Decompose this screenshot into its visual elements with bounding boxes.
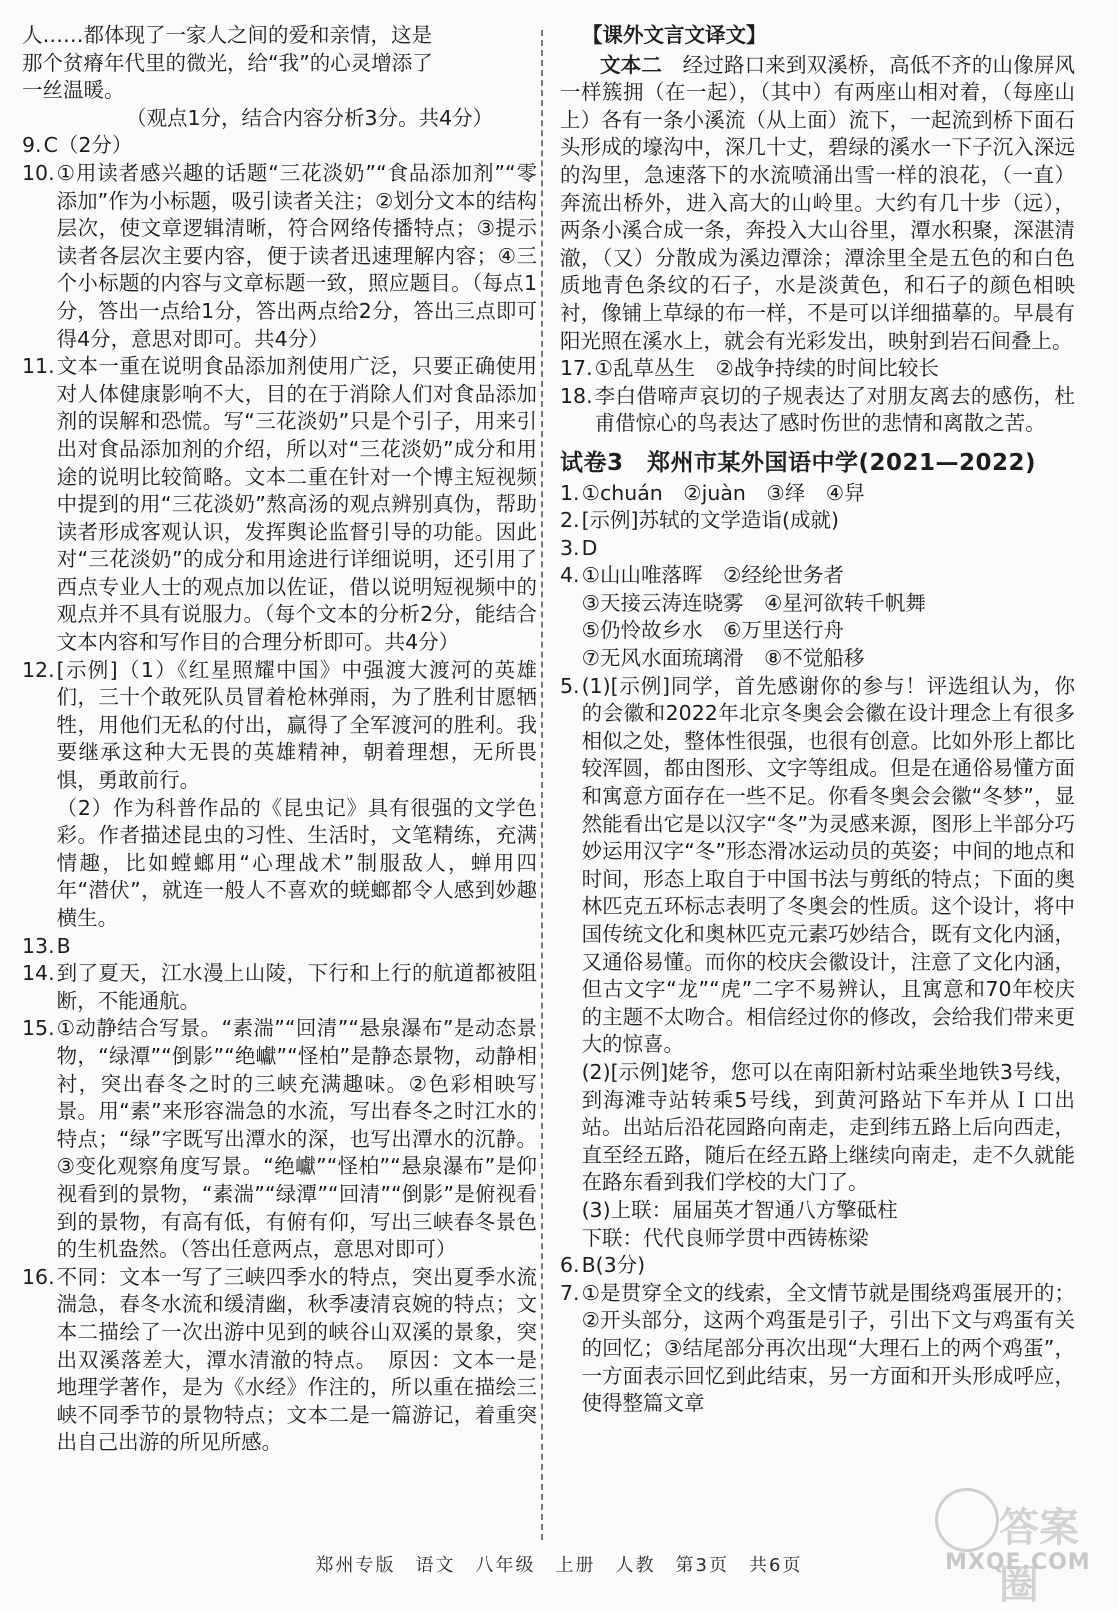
watermark-logo [925, 1488, 1100, 1608]
answer-number: 3. [560, 535, 580, 560]
answer-text: ①是贯穿全文的线索，全文情节就是围绕鸡蛋展开的；②开头部分，这两个鸡蛋是引子，引出下文与鸡蛋有关的回忆；③结尾部分再次出现“大理石上的两个鸡蛋”，一方面表示回忆到此结束，另一方面和开头形成呼应，使得整篇文章 [581, 1280, 1075, 1416]
answer-item-6 [560, 1252, 1075, 1280]
score-note: （观点1分，结合内容分析3分。共4分） [126, 105, 494, 130]
answer-part-1: (1)[示例]同学，首先感谢你的参与！评选组认为，你的会徽和2022年北京冬奥会会徽在设计理念上有很多相似之处，整体性很强，也很有创意。比如外形上都比较浑圆，都由图形、文字等组成。但是在通俗易懂方面和寓意方面存在一些不足。你看冬奥会会徽“冬梦”，显然能看出它是以汉字“冬”为灵感来源，图形上半部分巧妙运用汉字“冬”形态滑冰运动员的英姿；中间的地点和时间，形态上取自于中国书法与剪纸的特点；下面的奥林匹克五环标志表明了冬奥会的性质。这个设计，将中国传统文化和奥林匹克元素巧妙结合，既有文化内涵，又通俗易懂。而你的校庆会徽设计，注意了文化内涵，但古文字“龙”“虎”二字不易辨认，且寓意和70年校庆的主题不太吻合。相信经过你的修改，会给我们带来更大的惊喜。 [581, 673, 1075, 1057]
couplet-lower: 下联：代代良师学贯中西铸栋梁 [581, 1225, 869, 1250]
answer-number: 17. [560, 356, 593, 381]
answer-number: 6. [560, 1253, 580, 1278]
translation-banner: 【课外文言文译文】 [582, 23, 767, 47]
translation-text: 经过路口来到双溪桥，高低不齐的山像屏风一样簇拥（在一起），（其中）有两座山相对着，（每座山上）各有一条小溪流（从上面）流下，一起流到桥下面石头形成的壕沟中，深几十丈，碧绿的溪水一下子沉入深远的沟里，急速落下的水流喷涌出雪一样的浪花，（一直）奔流出桥外，进入高大的山岭里。大约有几十步（远），两条小溪合成一条，奔投入大山谷里，潭水积聚，深湛清澈，（又）分散成为溪边潭涂；潭涂里全是五色的和白色质地青色条纹的石子，水是淡黄色，和石子的颜色相映衬，像铺上草绿的布一样，不是可以详细描摹的。早晨有阳光照在溪水上，就会有光彩发出，映射到岩石间叠上。 [560, 52, 1076, 353]
answer-text: D [581, 535, 598, 560]
intro-line: 那个贫瘠年代里的微光，给“我”的心灵增添了 [22, 50, 433, 75]
answer-item-10 [22, 160, 537, 353]
right-column [560, 22, 1075, 1418]
watermark-circle-icon [935, 1488, 999, 1552]
answer-number: 5. [560, 673, 580, 698]
answer-number: 2. [560, 508, 580, 533]
answer-text: ①乱草丛生 ②战争持续的时间比较长 [594, 356, 939, 381]
watermark-name: 答案圈 [999, 1505, 1079, 1608]
answer-item-17 [560, 355, 1075, 383]
answer-text: 到了夏天，江水漫上山陵，下行和上行的航道都被阻断，不能通航。 [56, 961, 537, 1013]
answer-item-7 [560, 1280, 1075, 1418]
answer-item-9 [22, 132, 537, 160]
page-footer: 郑州专版 语文 八年级 上册 人教 第3页 共6页 [315, 1555, 803, 1576]
translation-label: 文本二 [600, 52, 662, 77]
answer-item-12 [22, 657, 537, 933]
answer-item-3 [560, 535, 1075, 563]
answer-text: [示例]（1）《红星照耀中国》中强渡大渡河的英雄们，三十个敢死队员冒着枪林弹雨，为了胜利甘愿牺牲，用他们无私的付出，赢得了全军渡河的胜利。我要继承这种大无畏的英雄精神，朝着理想，无所畏惧，勇敢前行。 [56, 657, 537, 793]
poem-line: ①山山唯落晖 ②经纶世务者 [581, 563, 844, 588]
answer-item-18 [560, 383, 1075, 438]
answer-number: 18. [560, 383, 593, 408]
answer-text: 不同：文本一写了三峡四季水的特点，突出夏季水流湍急，春冬水流和缓清幽，秋季凄清哀婉的特点；文本二描绘了一次出游中见到的峡谷山双溪的景象，突出双溪落差大，潭水清澈的特点。 原因：文本一是地理学著作，是为《水经》作注的，所以重在描绘三峡不同季节的景物特点；文本二是一篇游记，着重突出自己出游的所见所感。 [56, 1264, 537, 1455]
answer-text: ①chuán ②juàn ③绎 ④舁 [581, 480, 865, 505]
answer-item-1 [560, 480, 1075, 508]
poem-line: ③天接云涛连晓雾 ④星河欲转千帆舞 [581, 590, 926, 615]
answer-body [57, 657, 537, 933]
column-divider [541, 30, 543, 1540]
answer-text: B [56, 933, 71, 958]
answer-number: 13. [22, 933, 55, 958]
answer-number: 9. [22, 133, 42, 158]
answer-item-2 [560, 507, 1075, 535]
answer-number: 4. [560, 563, 580, 588]
answer-item-5 [560, 673, 1075, 1252]
answer-part-2: (2)[示例]姥爷，您可以在南阳新村站乘坐地铁3号线，到海滩寺站转乘5号线，到黄河路站下车并从Ｉ口出站。出站后沿花园路向南走，走到纬五路上后向西走，直至经五路，随后在经五路上继续向南走，走不久就能在路东看到我们学校的大门了。 [581, 1059, 1075, 1195]
answer-item-15 [22, 1015, 537, 1263]
answer-number: 7. [560, 1280, 580, 1305]
answer-number: 10. [22, 160, 55, 185]
left-column [22, 22, 537, 1457]
answer-number: 14. [22, 961, 55, 986]
answer-number: 16. [22, 1264, 55, 1289]
translation-paragraph [560, 52, 1075, 356]
answer-body [582, 673, 1075, 1252]
answer-text: ①用读者感兴趣的话题“三花淡奶”“食品添加剂”“零添加”作为小标题，吸引读者关注；②划分文本的结构层次，使文章逻辑清晰，符合网络传播特点；③提示读者各层次主要内容，便于读者迅速理解内容；④三个小标题的内容与文章标题一致，照应题目。（每点1分，答出一点给1分，答出两点给2分，答出三点即可得4分，意思对即可。共4分） [56, 160, 537, 351]
answer-text: C（2分） [43, 133, 133, 158]
poem-line: ⑦无风水面琉璃滑 ⑧不觉船移 [581, 646, 865, 671]
answer-text-extra: （2）作为科普作品的《昆虫记》具有很强的文学色彩。作者描述昆虫的习性、生活时，文笔精练，充满情趣，比如螳螂用“心理战术”制服敌人，蝉用四年“潜伏”，就连一般人不喜欢的蜣螂都令人感到妙趣横生。 [56, 795, 537, 930]
answer-item-11 [22, 353, 537, 657]
answer-item-4 [560, 562, 1075, 672]
answer-number: 1. [560, 480, 580, 505]
answer-number: 11. [22, 354, 55, 379]
poem-line: ⑤仍怜故乡水 ⑥万里送行舟 [581, 618, 844, 643]
answer-text: ①动静结合写景。“素湍”“回清”“悬泉瀑布”是动态景物，“绿潭”“倒影”“绝巘”“怪柏”是静态景物，动静相衬，突出春冬之时的三峡充满趣味。②色彩相映写景。用“素”来形容湍急的水流，写出春冬之时江水的特点；“绿”字既写出潭水的深，也写出潭水的沉静。③变化观察角度写景。“绝巘”“怪柏”“悬泉瀑布”是仰视看到的景物，“素湍”“绿潭”“回清”“倒影”是俯视看到的景物，有高有低，有俯有仰，写出三峡春冬景色的生机盎然。（答出任意两点，意思对即可） [56, 1016, 537, 1262]
answer-item-16 [22, 1264, 537, 1457]
answer-text: [示例]苏轼的文学造诣(成就) [581, 508, 840, 533]
answer-text: 李白借啼声哀切的子规表达了对朋友离去的感伤，杜甫借惊心的鸟表达了感时伤世的悲情和离散之苦。 [594, 383, 1075, 436]
intro-line: 人……都体现了一家人之间的爱和亲情，这是 [22, 23, 432, 47]
answer-item-13 [22, 933, 537, 961]
intro-line: 一丝温暖。 [22, 78, 125, 103]
answer-number: 12. [22, 657, 55, 682]
answer-body [582, 562, 1075, 672]
answer-number: 15. [22, 1016, 55, 1041]
answer-text: 文本一重在说明食品添加剂使用广泛，只要正确使用对人体健康影响不大，目的在于消除人们对食品添加剂的误解和恐慌。写“三花淡奶”只是个引子，用来引出对食品添加剂的介绍，所以对“三花淡奶”成分和用途的说明比较简略。文本二重在针对一个博主短视频中提到的用“三花淡奶”熬高汤的观点辨别真伪，帮助读者形成客观认识，发挥舆论监督引导的功能。因此对“三花淡奶”的成分和用途进行详细说明，还引用了西点专业人士的观点加以佐证，借以说明短视频中的观点并不具有说服力。（每个文本的分析2分，能结合文本内容和写作目的合理分析即可。共4分） [56, 354, 537, 655]
answer-text: B(3分) [581, 1253, 646, 1278]
section-title: 试卷3 郑州市某外国语中学(2021—2022) [560, 449, 1037, 476]
couplet-upper: (3)上联：届届英才智通八方擎砥柱 [581, 1197, 898, 1222]
watermark-url: MXQE.COM [945, 1550, 1091, 1575]
answer-item-14 [22, 960, 537, 1015]
